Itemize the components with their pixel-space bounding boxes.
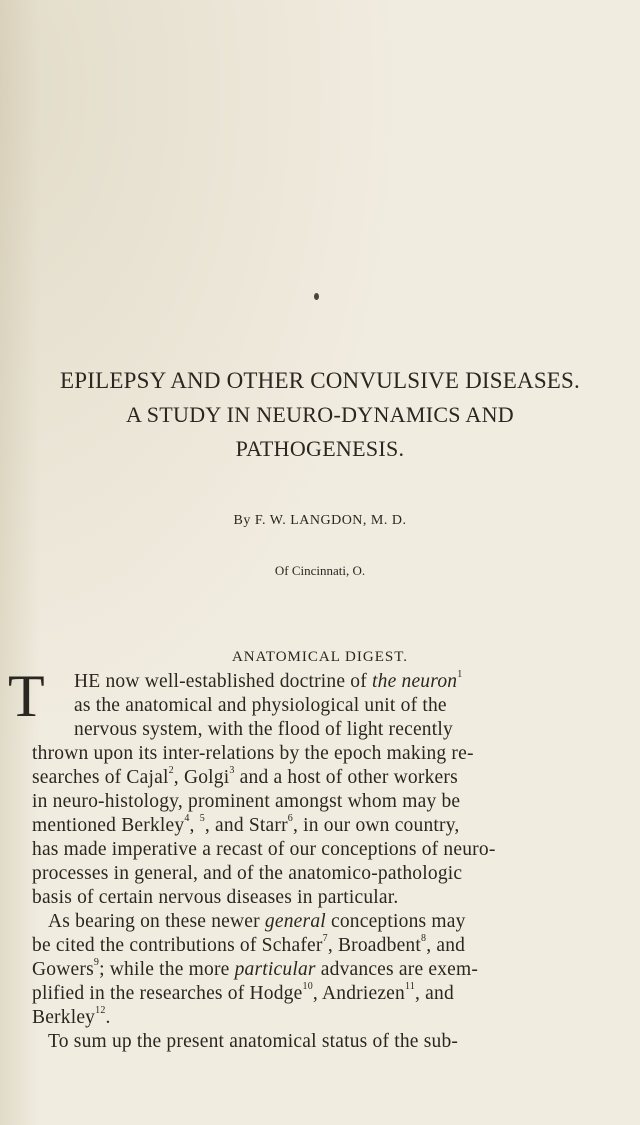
author-byline: By F. W. LANGDON, M. D. — [233, 513, 407, 528]
text: ; while the more — [99, 959, 235, 980]
footnote-ref: 2 — [168, 765, 174, 776]
text: Berkley — [32, 1007, 96, 1028]
ink-speck — [314, 293, 319, 300]
text: , Andriezen — [312, 983, 405, 1004]
text: advances are exem- — [315, 959, 479, 980]
emphasis: particular — [234, 959, 316, 980]
text: , Golgi — [173, 767, 230, 788]
body-line-14 — [32, 983, 454, 1005]
article-title-line-1: EPILEPSY AND OTHER CONVULSIVE DISEASES. — [60, 368, 580, 393]
body-line-3: nervous system, with the flood of light recently — [74, 719, 453, 740]
text: , and — [415, 983, 454, 1004]
body-line-16: To sum up the present anatomical status of the sub- — [48, 1031, 459, 1052]
body-line-5 — [32, 767, 458, 789]
text: . — [105, 1007, 111, 1028]
footnote-ref: 11 — [405, 981, 416, 992]
body-line-6: in neuro-histology, prominent amongst whom may be — [32, 791, 461, 812]
footnote-ref: 6 — [287, 813, 293, 824]
body-line-10: basis of certain nervous diseases in particular. — [32, 887, 399, 908]
emphasis: the neuron — [372, 671, 458, 692]
text: be cited the contributions of Schafer — [32, 935, 323, 956]
text: , in our own country, — [292, 815, 460, 836]
text: As bearing on these newer — [48, 911, 265, 932]
text: plified in the researches of Hodge — [32, 983, 303, 1004]
body-line-13 — [32, 959, 478, 981]
footnote-ref: 3 — [229, 765, 235, 776]
body-line-8: has made imperative a recast of our conceptions of neuro- — [32, 839, 496, 860]
body-line-2: as the anatomical and physiological unit of the — [74, 695, 447, 716]
article-title-line-2: A STUDY IN NEURO-DYNAMICS AND — [125, 402, 514, 427]
body-line-4: thrown upon its inter-relations by the epoch making re- — [32, 743, 474, 764]
text: conceptions may — [325, 911, 466, 932]
footnote-ref: 7 — [322, 933, 328, 944]
footnote-ref: 4 — [184, 813, 190, 824]
text: HE now well-established doctrine of — [74, 671, 372, 692]
text: , and Starr — [204, 815, 288, 836]
footnote-ref: 5 — [199, 813, 205, 824]
footnote-ref: 10 — [302, 981, 313, 992]
text: Gowers — [32, 959, 94, 980]
body-line-1 — [74, 671, 462, 693]
body-line-15 — [32, 1007, 111, 1029]
footnote-ref: 9 — [93, 957, 100, 968]
text: , — [189, 815, 200, 836]
body-line-12 — [32, 935, 465, 957]
footnote-ref: 12 — [95, 1005, 106, 1016]
drop-cap: T — [8, 663, 45, 729]
section-heading: ANATOMICAL DIGEST. — [231, 649, 409, 665]
text: , and — [426, 935, 466, 956]
footnote-ref: 1 — [457, 669, 463, 680]
article-title-line-3: PATHOGENESIS. — [235, 436, 405, 461]
text: , Broadbent — [327, 935, 421, 956]
text: and a host of other workers — [234, 767, 458, 788]
author-affiliation: Of Cincinnati, O. — [274, 563, 366, 578]
footnote-ref: 8 — [421, 933, 427, 944]
body-line-7 — [32, 815, 459, 837]
emphasis: general — [264, 911, 326, 932]
text: searches of Cajal — [32, 767, 169, 788]
body-line-11 — [48, 911, 466, 933]
text: mentioned Berkley — [32, 815, 185, 836]
body-line-9: processes in general, and of the anatomico-pathologic — [32, 863, 463, 884]
